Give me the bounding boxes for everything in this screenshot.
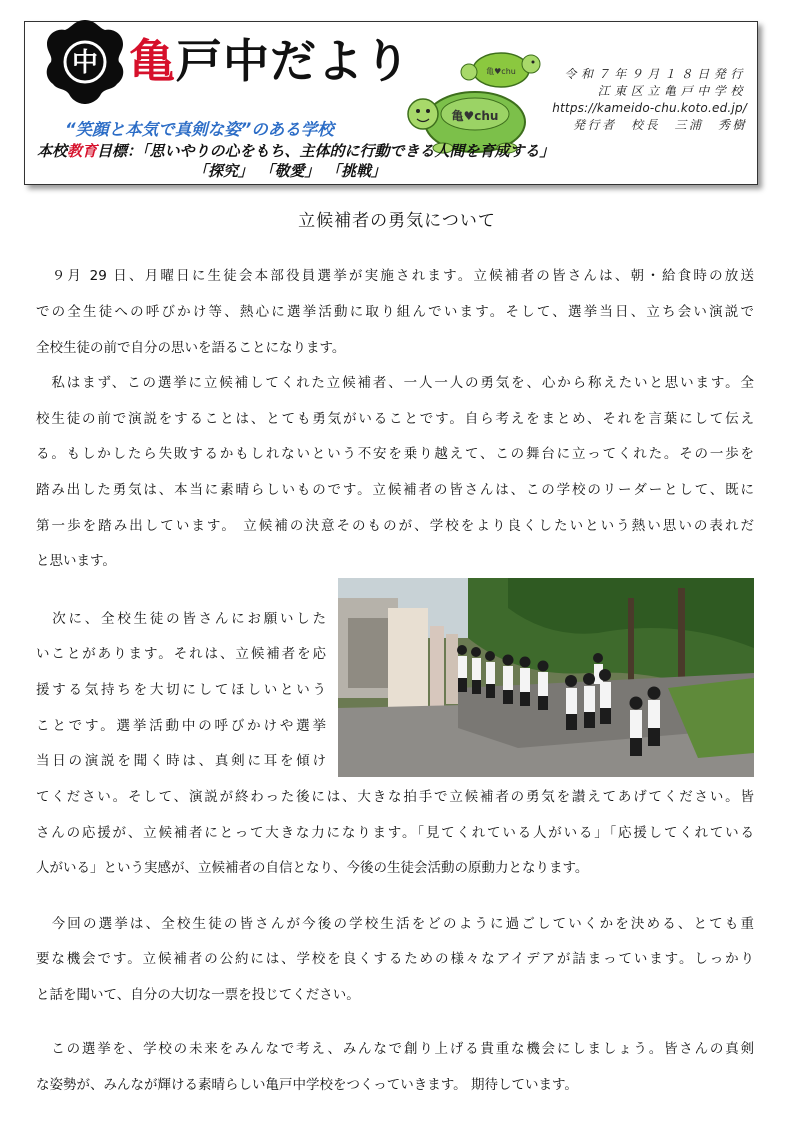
article-line: 次に、全校生徒の皆さんにお願いした — [36, 611, 326, 627]
article-line: 私はまず、この選挙に立候補してくれた立候補者、一人一人の勇気を、心から称えたいと思います。全 — [36, 375, 754, 391]
school-url[interactable]: https://kameido-chu.koto.ed.jp/ — [552, 101, 747, 115]
article-line: と思います。 — [36, 553, 116, 569]
school-name: 江東区立亀戸中学校 — [597, 84, 747, 98]
turtle-mascots — [403, 34, 553, 156]
article-line: な姿勢が、みんなが輝ける素晴らしい亀戸中学校をつくっていきます。 期待しています。 — [36, 1077, 578, 1093]
brand-rest: 戸中だより — [176, 34, 411, 88]
big-turtle-label: 亀♥chu — [451, 109, 499, 123]
article-line: ことです。選挙活動中の呼びかけや選挙 — [36, 718, 326, 734]
brand-kame: 亀 — [129, 34, 176, 88]
article-line: 要な機会です。立候補者の公約には、学校を良くするための様々なアイデアが詰まっています。しっかり — [36, 951, 754, 967]
publish-date: 令和７年９月１８日発行 — [564, 67, 747, 81]
article-line: と話を聞いて、自分の大切な一票を投じてください。 — [36, 987, 360, 1003]
school-emblem — [39, 16, 131, 108]
value-respect: 「敬愛」 — [267, 162, 320, 180]
article-line: 今回の選挙は、全校生徒の皆さんが今後の学校生活をどのように過ごしていくかを決める、とても重 — [36, 916, 754, 932]
small-turtle — [461, 53, 540, 87]
article-line: 全校生徒の前で自分の思いを語ることになります。 — [36, 340, 346, 356]
campaign-photo — [338, 578, 754, 777]
goal-prefix: 本校 — [37, 142, 68, 160]
education-goal — [37, 140, 555, 161]
masthead — [24, 21, 758, 185]
article-line: 人がいる」という実感が、立候補者の自信となり、今後の生徒会活動の原動力となります。 — [36, 860, 589, 876]
article-line: 当日の演説を聞く時は、真剣に耳を傾け — [36, 753, 326, 769]
article-line: 校生徒の前で演説をすることは、とても勇気がいることです。自ら考えをまとめ、それを言葉にして伝え — [36, 411, 754, 427]
article-line: いことがあります。それは、立候補者を応 — [36, 646, 326, 662]
publication-info — [535, 66, 747, 134]
emblem-label: 中 — [71, 48, 99, 78]
article-line: 踏み出した勇気は、本当に素晴らしいものです。立候補者の皆さんは、この学校のリーダーとして、既に — [36, 482, 754, 498]
article-line: この選挙を、学校の未来をみんなで考え、みんなで創り上げる貴重な機会にしましょう。皆さんの真剣 — [36, 1041, 754, 1057]
article-line: での全生徒への呼びかけ等、熱心に選挙活動に取り組んでいます。そして、選挙当日、立ち会い演説で — [36, 304, 754, 320]
article-line: る。もしかしたら失敗するかもしれないという不安を乗り越えて、この舞台に立ってくれた。その一歩を — [36, 446, 754, 462]
newsletter-title — [129, 34, 411, 88]
goal-text: 目標：「思いやりの心をもち、主体的に行動できる人間を育成する」 — [97, 142, 555, 160]
school-slogan: “笑顔と本気で真剣な姿”のある学校 — [65, 120, 334, 139]
value-inquiry: 「探究」 — [193, 162, 254, 180]
goal-highlight: 教育 — [67, 142, 98, 160]
article-line: 第一歩を踏み出しています。 立候補の決意そのものが、学校をより良くしたいという熱い思いの表れだ — [36, 518, 754, 534]
article-line: 援する気持ちを大切にしてほしいという — [36, 682, 326, 698]
value-challenge: 「挑戦」 — [333, 162, 387, 180]
publisher: 発行者 校長 三浦 秀樹 — [572, 118, 747, 132]
article-line: さんの応援が、立候補者にとって大きな力になります。「見てくれている人がいる」「応援してくれている — [36, 825, 754, 841]
article-line: ９月 29 日、月曜日に生徒会本部役員選挙が実施されます。立候補者の皆さんは、朝・給食時の放送 — [36, 268, 754, 284]
school-values — [193, 160, 400, 181]
small-turtle-label: 亀♥chu — [486, 67, 516, 76]
article-line: てください。そして、演説が終わった後には、大きな拍手で立候補者の勇気を讃えてあげてください。皆 — [36, 789, 754, 805]
article-title: 立候補者の勇気について — [298, 211, 496, 231]
